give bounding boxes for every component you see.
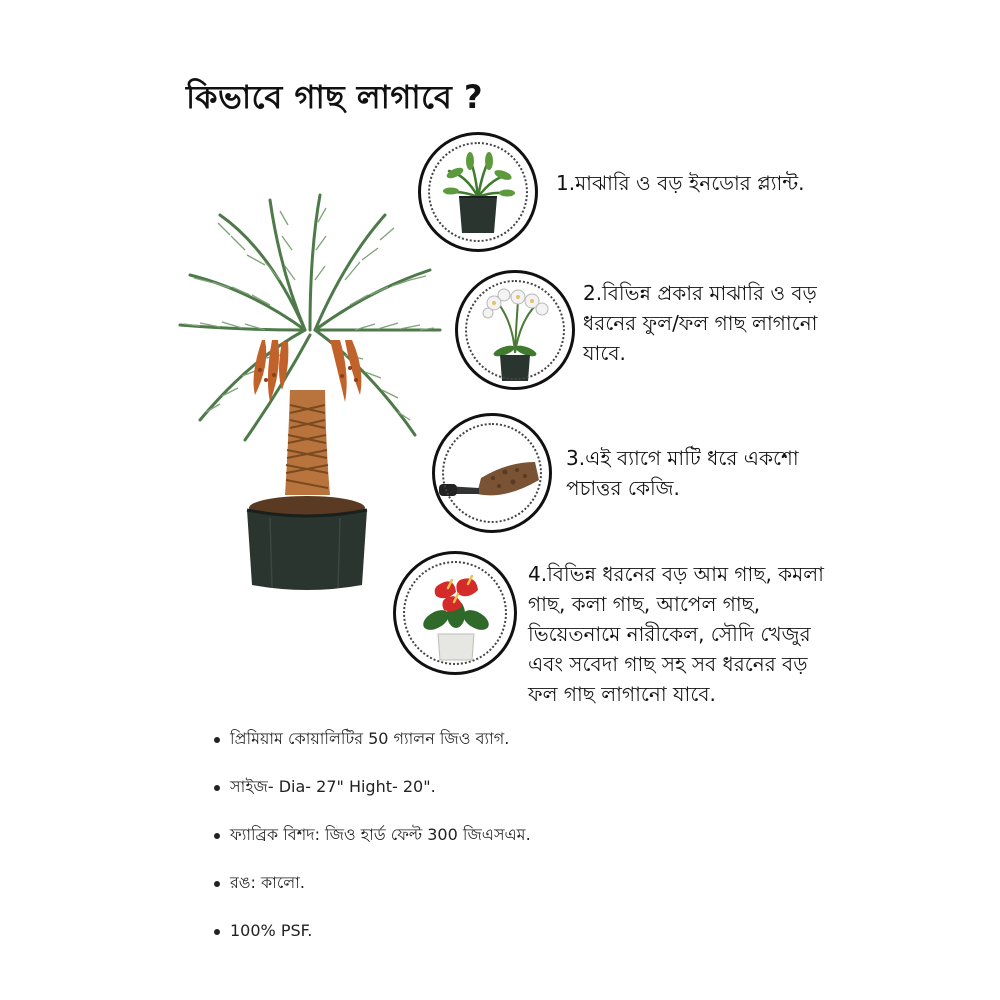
indoor-plant-icon <box>421 135 535 249</box>
step-2-circle <box>455 270 575 390</box>
date-palm-in-grow-bag-icon <box>170 190 455 600</box>
step-4-circle <box>393 551 517 675</box>
spec-item-size: সাইজ- Dia- 27" Hight- 20". <box>212 776 531 824</box>
step-3-circle <box>432 413 552 533</box>
specs-list <box>212 728 531 968</box>
anthurium-plant-icon <box>396 554 514 672</box>
step-3-text: 3.এই ব্যাগে মাটি ধরে একশো পচাত্তর কেজি. <box>566 446 799 500</box>
step-2-text: 2.বিভিন্ন প্রকার মাঝারি ও বড় ধরনের ফুল/ফল গাছ লাগানো যাবে. <box>583 281 818 365</box>
step-4-text: 4.বিভিন্ন ধরনের বড় আম গাছ, কমলা গাছ, কলা গাছ, আপেল গাছ, ভিয়েতনামে নারীকেল, সৌদি খেজুর এবং সবেদা গাছ সহ সব ধরনের বড় ফল গাছ লাগানো যাবে. <box>528 562 824 706</box>
spec-item-material: 100% PSF. <box>212 920 531 968</box>
page-title: কিভাবে গাছ লাগাবে ? <box>186 78 484 116</box>
soil-trowel-icon <box>435 416 549 530</box>
step-1-text: 1.মাঝারি ও বড় ইনডোর প্ল্যান্ট. <box>556 171 805 195</box>
orchid-flower-icon <box>458 273 572 387</box>
spec-item-capacity: প্রিমিয়াম কোয়ালিটির 50 গ্যালন জিও ব্যাগ. <box>212 728 531 776</box>
spec-item-color: রঙ: কালো. <box>212 872 531 920</box>
step-1-circle <box>418 132 538 252</box>
spec-item-fabric: ফ্যাব্রিক বিশদ: জিও হার্ড ফেল্ট 300 জিএসএম. <box>212 824 531 872</box>
